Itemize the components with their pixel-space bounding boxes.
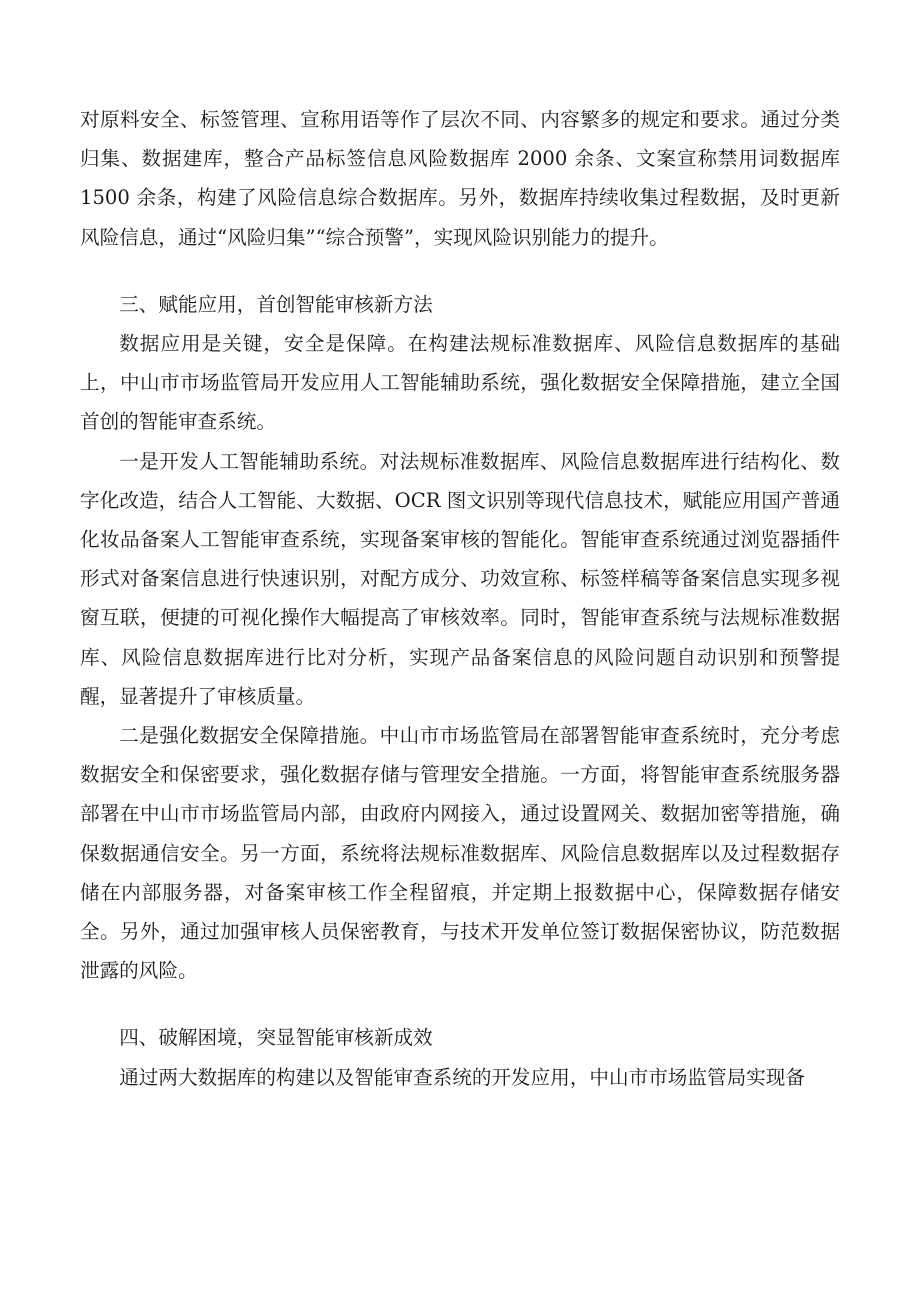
- document-page: [80, 100, 840, 1097]
- paragraph-data-application: 数据应用是关键，安全是保障。在构建法规标准数据库、风险信息数据库的基础上，中山市市场监管局开发应用人工智能辅助系统，强化数据安全保障措施，建立全国首创的智能审查系统。: [80, 332, 840, 434]
- paragraph-results: 通过两大数据库的构建以及智能审查系统的开发应用，中山市市场监管局实现备: [119, 1065, 805, 1089]
- paragraph-gap: [80, 990, 840, 1018]
- paragraph-continued: 对原料安全、标签管理、宣称用语等作了层次不同、内容繁多的规定和要求。通过分类归集、数据建库，整合产品标签信息风险数据库 2000 余条、文案宣称禁用词数据库 1500 余条，构建了风险信息综合数据库。另外，数据库持续收集过程数据，及时更新风险信息，通过“风险归集”“综合预警”，实现风险识别能力的提升。: [80, 108, 840, 249]
- section-heading-4: 四、破解困境，突显智能审核新成效: [119, 1026, 433, 1050]
- paragraph-gap: [80, 257, 840, 285]
- paragraph-ai-system: 一是开发人工智能辅助系统。对法规标准数据库、风险信息数据库进行结构化、数字化改造，结合人工智能、大数据、OCR 图文识别等现代信息技术，赋能应用国产普通化妆品备案人工智能审查系统，实现备案审核的智能化。智能审查系统通过浏览器插件形式对备案信息进行快速识别，对配方成分、功效宣称、标签样稿等备案信息实现多视窗互联，便捷的可视化操作大幅提高了审核效率。同时，智能审查系统与法规标准数据库、风险信息数据库进行比对分析，实现产品备案信息的风险问题自动识别和预警提醒，显著提升了审核质量。: [80, 449, 840, 708]
- paragraph-data-security: 二是强化数据安全保障措施。中山市市场监管局在部署智能审查系统时，充分考虑数据安全和保密要求，强化数据存储与管理安全措施。一方面，将智能审查系统服务器部署在中山市市场监管局内部，由政府内网接入，通过设置网关、数据加密等措施，确保数据通信安全。另一方面，系统将法规标准数据库、风险信息数据库以及过程数据存储在内部服务器，对备案审核工作全程留痕，并定期上报数据中心，保障数据存储安全。另外，通过加强审核人员保密教育，与技术开发单位签订数据保密协议，防范数据泄露的风险。: [80, 724, 840, 983]
- section-heading-3: 三、赋能应用，首创智能审核新方法: [119, 292, 433, 316]
